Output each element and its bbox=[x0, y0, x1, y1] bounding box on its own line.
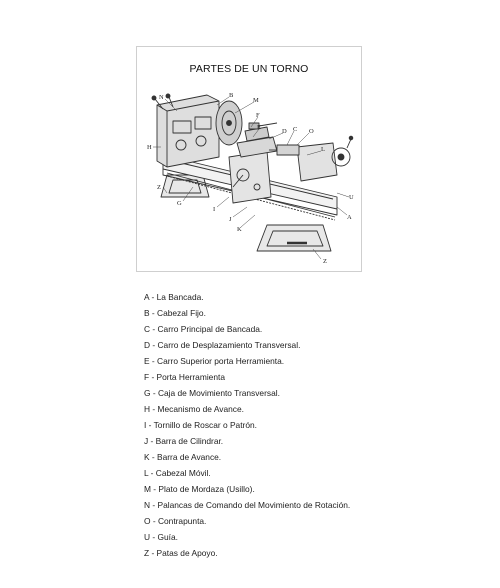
legend-item-b: B - Cabezal Fijo. bbox=[144, 308, 206, 318]
figure-title: PARTES DE UN TORNO bbox=[189, 63, 309, 75]
legend-item-u: U - Guía. bbox=[144, 532, 178, 542]
callout-i: I bbox=[213, 206, 216, 213]
legend-item-l: L - Cabezal Móvil. bbox=[144, 468, 211, 478]
callout-m: M bbox=[253, 97, 259, 104]
lathe-illustration bbox=[137, 47, 361, 271]
headstock bbox=[157, 95, 219, 167]
callout-c: C bbox=[293, 126, 298, 133]
callout-z-right: Z bbox=[323, 258, 327, 265]
legend-item-e: E - Carro Superior porta Herramienta. bbox=[144, 356, 285, 366]
callout-b: B bbox=[229, 92, 234, 99]
callout-z-left: Z bbox=[157, 184, 161, 191]
legend-item-g: G - Caja de Movimiento Transversal. bbox=[144, 388, 280, 398]
callout-o: O bbox=[309, 128, 314, 135]
callout-h: H bbox=[147, 144, 152, 151]
callout-j: J bbox=[229, 216, 232, 223]
tailstock bbox=[297, 143, 337, 181]
carriage bbox=[229, 151, 271, 203]
legend-item-k: K - Barra de Avance. bbox=[144, 452, 222, 462]
callout-k: K bbox=[237, 226, 242, 233]
legend-item-n: N - Palancas de Comando del Movimiento de Rotación. bbox=[144, 500, 351, 510]
legend-item-i: I - Tornillo de Roscar o Patrón. bbox=[144, 420, 257, 430]
callout-e: E bbox=[257, 124, 261, 131]
callout-g: G bbox=[177, 200, 182, 207]
callout-d: D bbox=[282, 128, 287, 135]
callout-l: L bbox=[321, 146, 325, 153]
lathe-figure bbox=[136, 46, 362, 272]
callout-n: N bbox=[159, 94, 164, 101]
legend-item-a: A - La Bancada. bbox=[144, 292, 204, 302]
legend-item-z: Z - Patas de Apoyo. bbox=[144, 548, 218, 558]
legend-item-f: F - Porta Herramienta bbox=[144, 372, 225, 382]
legend-item-c: C - Carro Principal de Bancada. bbox=[144, 324, 263, 334]
legend-item-m: M - Plato de Mordaza (Usillo). bbox=[144, 484, 255, 494]
parts-legend bbox=[144, 289, 350, 561]
legend-item-o: O - Contrapunta. bbox=[144, 516, 207, 526]
legend-item-d: D - Carro de Desplazamiento Transversal. bbox=[144, 340, 301, 350]
legend-item-h: H - Mecanismo de Avance. bbox=[144, 404, 244, 414]
callout-f: F bbox=[256, 112, 260, 119]
callout-a: A bbox=[347, 214, 352, 221]
legend-item-j: J - Barra de Cilindrar. bbox=[144, 436, 224, 446]
callout-u: U bbox=[349, 194, 354, 201]
